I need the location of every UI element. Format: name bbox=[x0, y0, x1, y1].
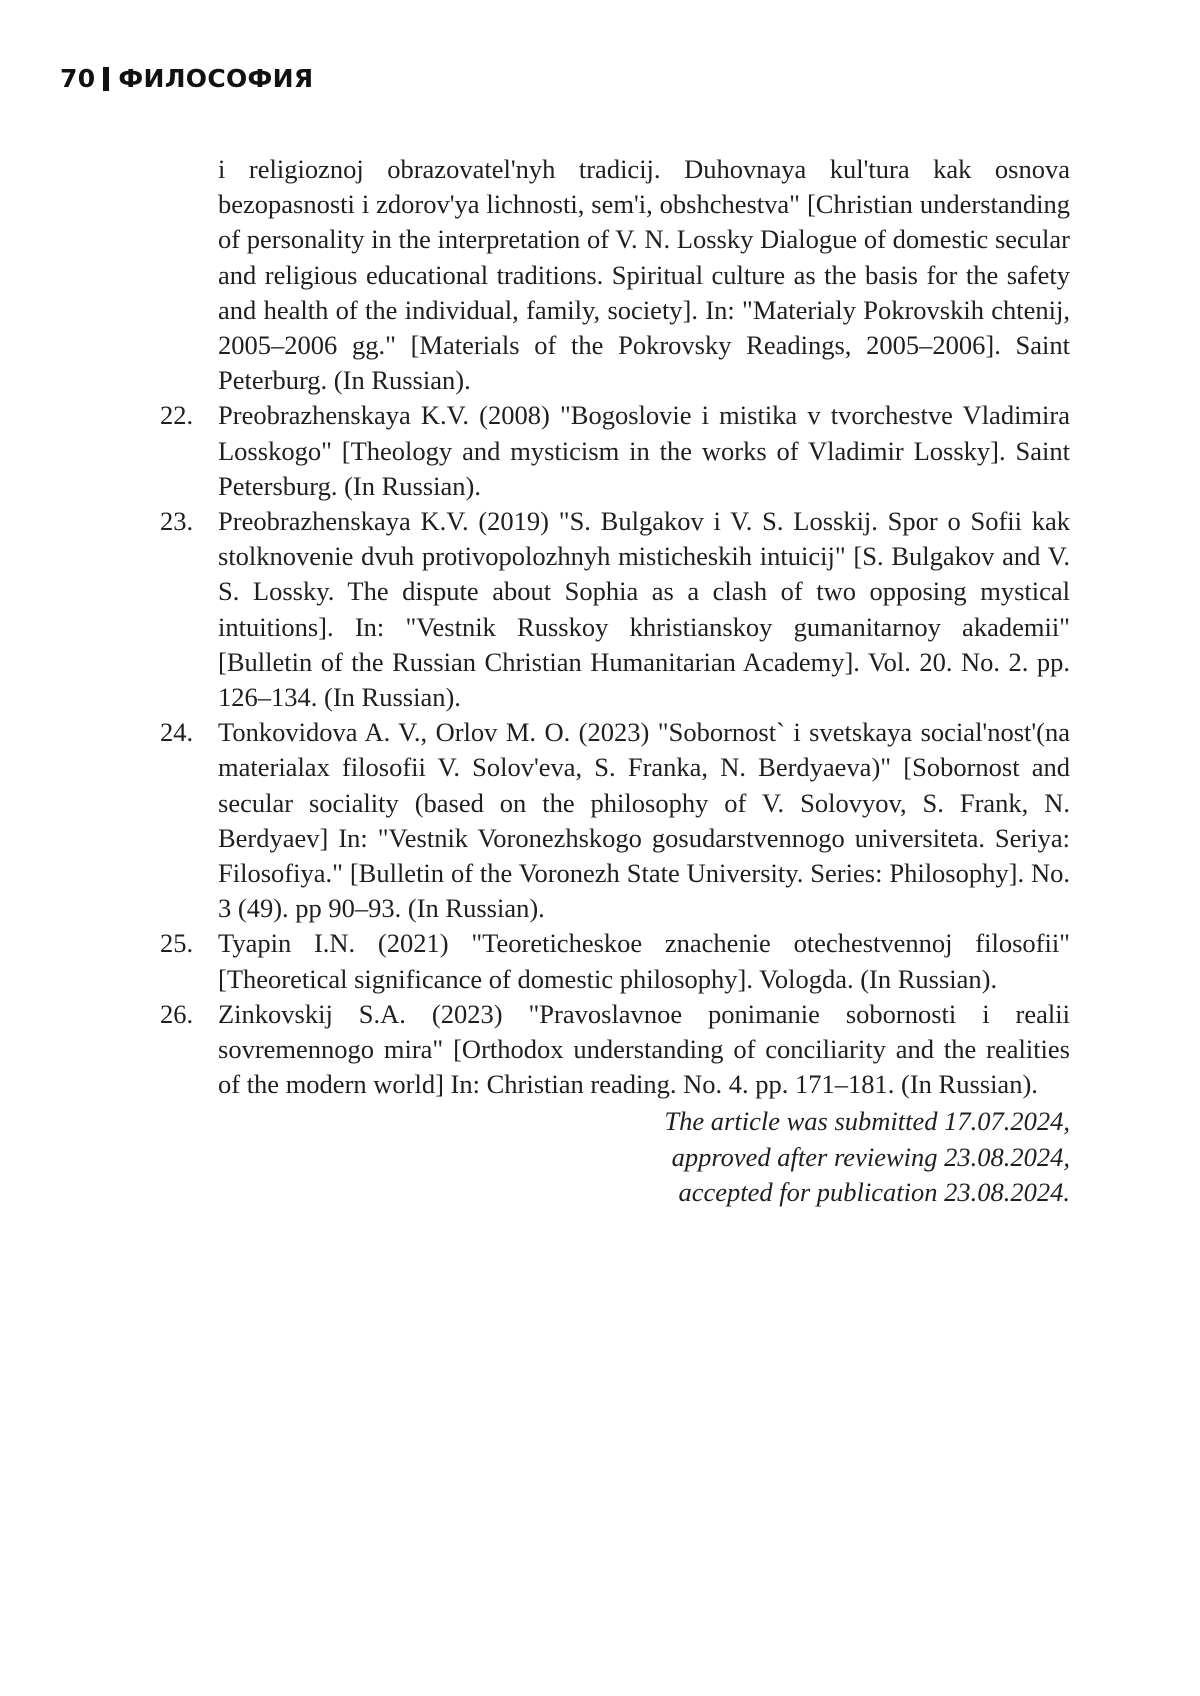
reference-number: 23. bbox=[160, 506, 194, 537]
reference-number: 22. bbox=[160, 400, 194, 431]
reference-number: 26. bbox=[160, 998, 194, 1029]
reference-number: 24. bbox=[160, 717, 194, 748]
separator-bar bbox=[103, 67, 109, 91]
approved-date: approved after reviewing 23.08.2024, bbox=[671, 1141, 1070, 1172]
page-number: 70 bbox=[60, 64, 96, 93]
section-title: ФИЛОСОФИЯ bbox=[118, 64, 314, 93]
reference-list bbox=[160, 152, 1070, 1210]
reference-text: Tonkovidova A. V., Orlov M. O. (2023) "Sobornost` i svetskaya social'nost'(na materialax filosofii V. Solov'eva, S. Franka, N. Berdyaeva)" [Sobornost and secular sociality (based on the philosophy of V. Solovyov, S. Frank, N. Berdyaev] In: "Vestnik Voronezhskogo gosudarstvennogo universiteta. Seriya: Filosofiya." [Bulletin of the Voronezh State University. Series: Philosophy]. No. 3 (49). pp 90–93. (In Russian). bbox=[218, 717, 1070, 924]
reference-item-26 bbox=[160, 997, 1070, 1103]
reference-item-23 bbox=[160, 504, 1070, 715]
running-head bbox=[60, 64, 313, 93]
reference-continuation bbox=[160, 152, 1070, 398]
article-dates bbox=[160, 1104, 1070, 1210]
reference-text: i religioznoj obrazovatel'nyh tradicij. Duhovnaya kul'tura kak osnova bezopasnosti i zdorov'ya lichnosti, sem'i, obshchestva" [Christian understanding of personality in the interpretation of V. N. Lossky Dialogue of domestic secular and religious educational traditions. Spiritual culture as the basis for the safety and health of the individual, family, society]. In: "Materialy Pokrovskih chtenij, 2005–2006 gg." [Materials of the Pokrovsky Readings, 2005–2006]. Saint Peterburg. (In Russian). bbox=[218, 154, 1070, 396]
submitted-date: The article was submitted 17.07.2024, bbox=[664, 1106, 1070, 1137]
reference-item-22 bbox=[160, 398, 1070, 504]
accepted-date: accepted for publication 23.08.2024. bbox=[678, 1176, 1070, 1207]
reference-text: Tyapin I.N. (2021) "Teoreticheskoe znachenie otechestvennoj filosofii" [Theoretical significance of domestic philosophy]. Vologda. (In Russian). bbox=[218, 928, 1070, 994]
reference-text: Zinkovskij S.A. (2023) "Pravoslavnoe ponimanie sobornosti i realii sovremennogo mira" [Orthodox understanding of conciliarity and the realities of the modern world] In: Christian reading. No. 4. pp. 171–181. (In Russian). bbox=[218, 998, 1070, 1100]
reference-text: Preobrazhenskaya K.V. (2008) "Bogoslovie i mistika v tvorchestve Vladimira Losskogo" [Theology and mysticism in the works of Vladimir Lossky]. Saint Petersburg. (In Russian). bbox=[218, 400, 1070, 501]
reference-number: 25. bbox=[160, 928, 194, 959]
reference-text: Preobrazhenskaya K.V. (2019) "S. Bulgakov i V. S. Losskij. Spor o Sofii kak stolknovenie dvuh protivopolozhnyh misticheskih intuicij" [S. Bulgakov and V. S. Lossky. The dispute about Sophia as a clash of two opposing mystical intuitions]. In: "Vestnik Russkoy khristianskoy gumanitarnoy akademii" [Bulletin of the Russian Christian Humanitarian Academy]. Vol. 20. No. 2. pp. 126–134. (In Russian). bbox=[218, 506, 1070, 713]
reference-item-24 bbox=[160, 715, 1070, 926]
reference-item-25 bbox=[160, 926, 1070, 996]
